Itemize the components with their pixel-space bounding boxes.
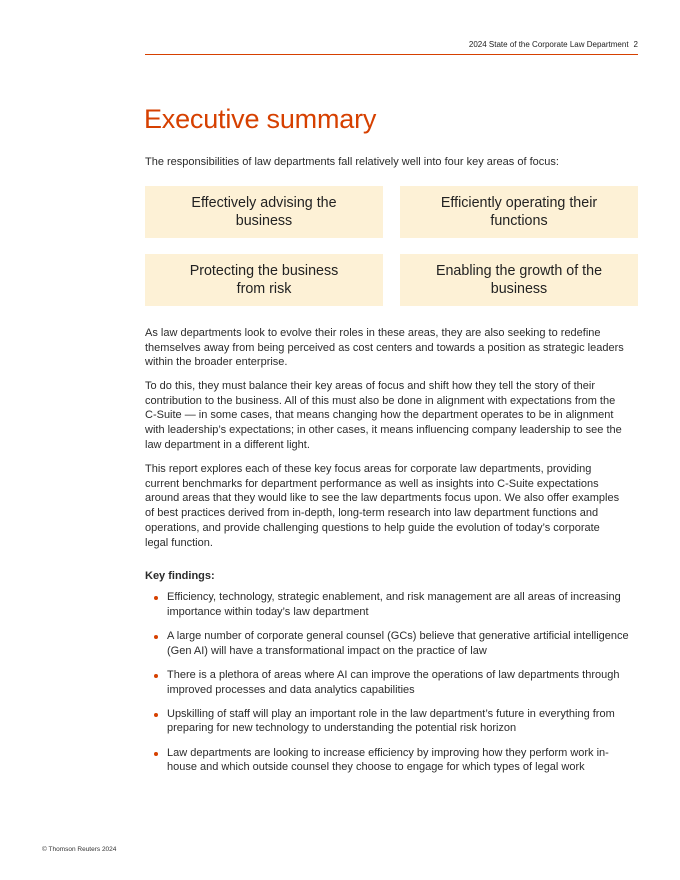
key-findings-list [145,590,630,785]
finding-text: Upskilling of staff will play an important role in the law department’s future in everything from preparing for new technology to understanding the potential risk horizon [167,707,615,735]
intro-text: The responsibilities of law departments fall relatively well into four key areas of focus: [145,156,559,168]
body-paragraph: As law departments look to evolve their roles in these areas, they are also seeking to redefine themselves away from being perceived as cost centers and towards a position as strategic leaders within the broader enterprise. [145,327,624,369]
list-item [145,590,630,619]
focus-area-label: Protecting the business from risk [189,263,339,297]
focus-area-label: Efficiently operating their functions [440,195,598,229]
bullet-icon [154,596,158,600]
focus-area-growth [400,254,638,306]
bullet-icon [154,674,158,678]
focus-area-advising [145,186,383,238]
focus-area-label: Enabling the growth of the business [435,263,603,297]
body-paragraph: This report explores each of these key focus areas for corporate law departments, providing current benchmarks for department performance as well as insights into C-Suite expectations around areas that they would like to see the law departments focus upon. We also offer examples of best practices derived from in-depth, long-term research into law department functions and operations, and provide challenging questions to help guide the evolution of today’s corporate legal function. [145,463,620,549]
focus-area-label: Effectively advising the business [191,195,337,229]
finding-text: A large number of corporate general counsel (GCs) believe that generative artificial intelligence (Gen AI) will have a transformational impact on the practice of law [167,629,629,657]
list-item [145,629,630,658]
page-title: Executive summary [144,104,377,134]
finding-text: Law departments are looking to increase efficiency by improving how they perform work in-house and which outside counsel they choose to engage for which types of legal work [167,746,609,774]
report-title: 2024 State of the Corporate Law Department [468,40,629,49]
page-number: 2 [633,40,638,49]
list-item [145,746,630,775]
focus-area-protecting [145,254,383,306]
bullet-icon [154,752,158,756]
list-item [145,668,630,697]
key-findings-heading: Key findings: [145,570,215,582]
bullet-icon [154,713,158,717]
body-paragraph: To do this, they must balance their key areas of focus and shift how they tell the story of their contribution to the business. All of this must also be done in alignment with expectations from the C-Suite — in some cases, that means changing how the department operates to be in alignment with leadership’s expectations; in other cases, it means influencing company leadership to see the law department in a different light. [145,380,622,451]
bullet-icon [154,635,158,639]
list-item [145,707,630,736]
page-header [145,40,638,55]
copyright-footer: © Thomson Reuters 2024 [42,846,117,853]
finding-text: There is a plethora of areas where AI can improve the operations of law departments through improved processes and data analytics capabilities [167,668,620,696]
finding-text: Efficiency, technology, strategic enablement, and risk management are all areas of increasing importance within today’s law department [167,591,621,618]
focus-area-operating [400,186,638,238]
